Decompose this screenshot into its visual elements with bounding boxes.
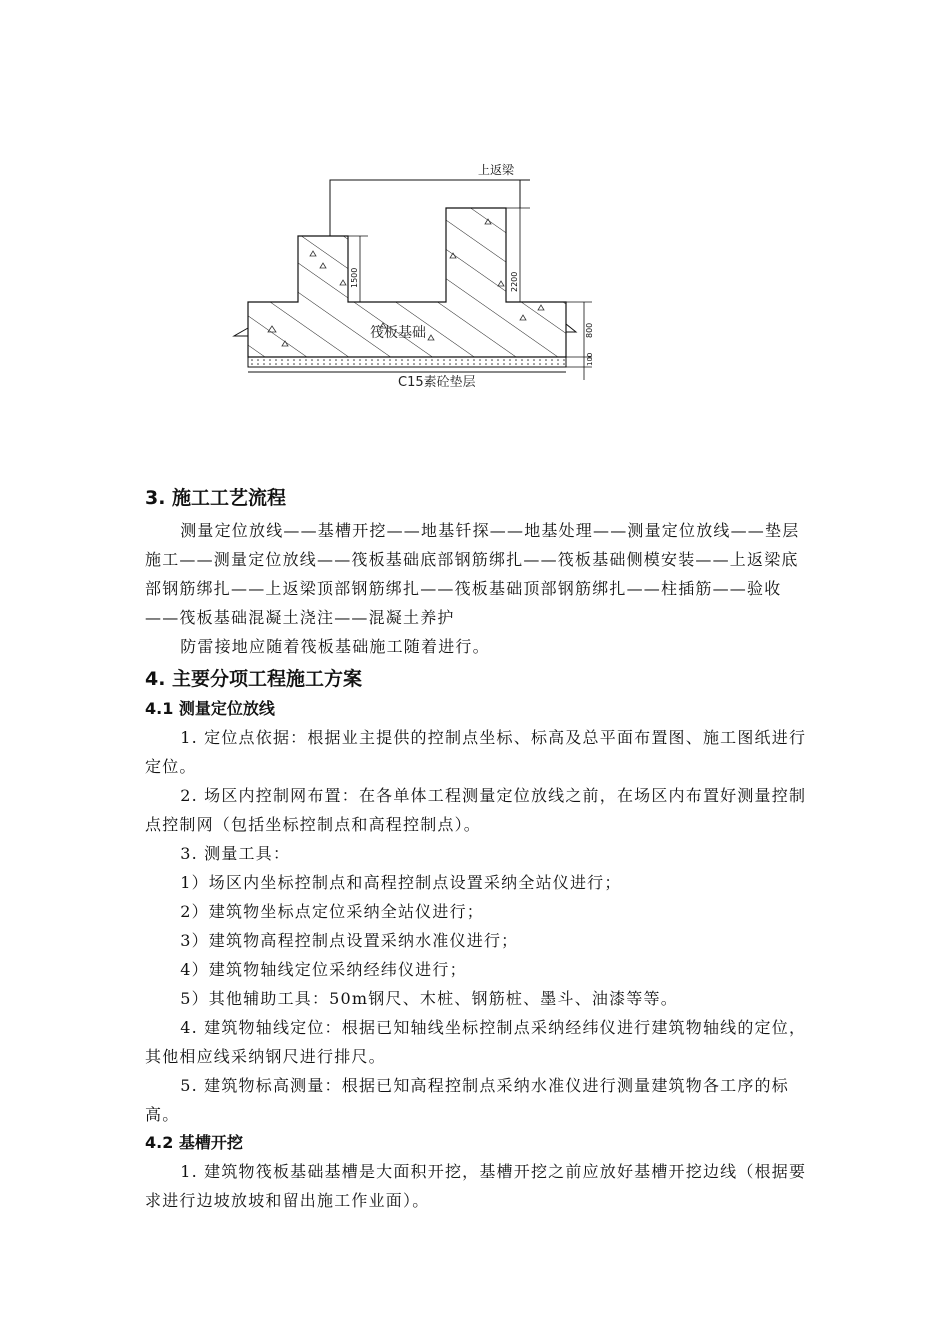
figure-label-raft: 筏板基础 <box>370 325 426 341</box>
section-3-heading: 3. 施工工艺流程 <box>145 487 287 509</box>
section-4-heading: 4. 主要分项工程施工方案 <box>145 668 363 690</box>
paragraph-positioning-basis: 1. 定位点依据：根据业主提供的控制点坐标、标高及总平面布置图、施工图纸进行定位。 <box>145 728 807 776</box>
list-item: 4）建筑物轴线定位采纳经纬仪进行； <box>180 960 467 979</box>
section-4-1-heading: 4.1 测量定位放线 <box>145 699 275 718</box>
figure-label-bedding: C15素砼垫层 <box>398 375 476 390</box>
paragraph-excavation: 1. 建筑物筏板基础基槽是大面积开挖，基槽开挖之前应放好基槽开挖边线（根据要求进行边坡放坡和留出施工作业面）。 <box>145 1162 807 1210</box>
paragraph-elevation-survey: 5. 建筑物标高测量：根据已知高程控制点采纳水准仪进行测量建筑物各工序的标高。 <box>145 1076 789 1124</box>
paragraph-axis-positioning: 4. 建筑物轴线定位：根据已知轴线坐标控制点采纳经纬仪进行建筑物轴线的定位，其他相应线采纳钢尺进行排尺。 <box>145 1018 807 1066</box>
dimension-2200: 2200 <box>510 271 519 292</box>
list-item: 3）建筑物高程控制点设置采纳水准仪进行； <box>180 931 519 950</box>
document-body <box>145 482 810 1215</box>
dimension-800: 800 <box>585 322 594 338</box>
paragraph-survey-tools: 3. 测量工具： <box>180 844 291 863</box>
c15-bedding-layer <box>248 357 566 367</box>
section-4-2-heading: 4.2 基槽开挖 <box>145 1133 243 1152</box>
lightning-protection-note: 防雷接地应随着筏板基础施工随着进行。 <box>180 637 490 656</box>
list-item: 1）场区内坐标控制点和高程控制点设置采纳全站仪进行； <box>180 873 622 892</box>
list-item: 5）其他辅助工具：50m钢尺、木桩、钢筋桩、墨斗、油漆等等。 <box>180 989 678 1008</box>
list-item: 2）建筑物坐标点定位采纳全站仪进行； <box>180 902 484 921</box>
dimension-100: 100 <box>586 352 594 366</box>
figure-label-top: 上返梁 <box>478 163 515 177</box>
paragraph-control-network: 2. 场区内控制网布置：在各单体工程测量定位放线之前，在场区内布置好测量控制点控制网（包括坐标控制点和高程控制点）。 <box>145 786 807 834</box>
raft-foundation-section-drawing <box>220 150 610 400</box>
process-flow-paragraph: 测量定位放线——基槽开挖——地基钎探——地基处理——测量定位放线——垫层施工——测量定位放线——筏板基础底部钢筋绑扎——筏板基础侧模安装——上返梁底部钢筋绑扎——上返梁顶部钢筋绑扎——筏板基础顶部钢筋绑扎——柱插筋——验收——筏板基础混凝土浇注——混凝土养护 <box>145 521 800 627</box>
dimension-1500: 1500 <box>350 267 359 288</box>
